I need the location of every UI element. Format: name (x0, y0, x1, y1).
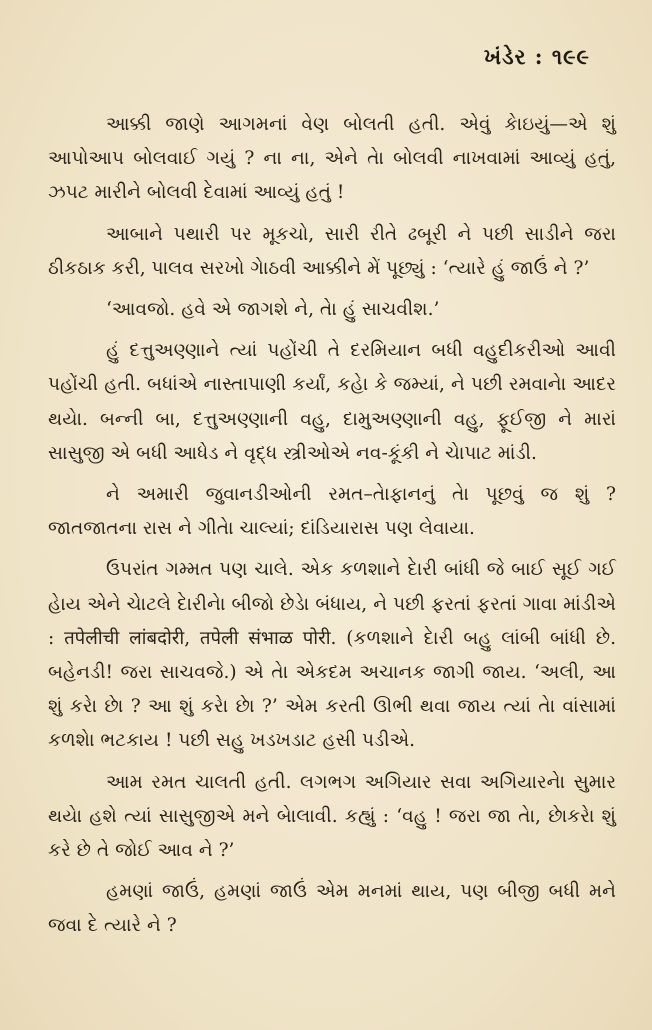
paragraph-7: આમ રમત ચાલતી હતી. લગભગ અગિયાર સવા અગિયારનેા સુમાર થયેા હશે ત્યાં સાસુજીએ મને બેાલાવી. કહ્યું : ‘વહુ ! જરા જા તેા, છેાકરેા શું કરે છે તે જોઈ આવ ને ?’ (48, 771, 616, 862)
page-body (48, 108, 616, 951)
paragraph-8: હમણાં જાઉં, હમણાં જાઉં એમ મનમાં થાય, પણ બીજી બધી મને જવા દે ત્યારે ને ? (48, 881, 616, 937)
paragraph-6: ઉપરાંત ગમ્મત પણ ચાલે. એક કળશાને દેારી બાંધી જે બાઈ સૂઈ ગઈ હેાય એને ચેાટલે દેારીનેા બીજો છેડેા બંધાય, ને પછી ફરતાં ફરતાં ગાવા માંડીએ : तपेलीची लांबदोरी, तपेली संभाळ पोरी. (કળશાને દેારી બહુ લાંબી બાંધી છે. બહેનડી! જરા સાચવજે.) એ તેા એકદમ અચાનક જાગી જાય. ‘અલી, આ શું કરેા છેા ? આ શું કરેા છેા ?’ એમ કરતી ઊભી થવા જાય ત્યાં તેા વાંસામાં કળશેા ભટકાય ! પછી સહુ ખડખડાટ હસી પડીએ. (48, 559, 616, 752)
running-head: ખંડેર : ૧૯૯ (483, 44, 590, 69)
paragraph-3: ‘આવજો. હવે એ જાગશે ને, તેા હું સાચવીશ.’ (106, 299, 440, 321)
paragraph-2: આબાને પથારી પર મૂકચો, સારી રીતે ઢબૂરી ને પછી સાડીને જરા ઠીકઠાક કરી, પાલવ સરખો ગેાઠવી આક્કીને મેં પૂછ્યું : ‘ત્યારે હું જાઉં ને ?’ (48, 223, 616, 279)
paragraph-4: હું દત્તુઅણ્ણાને ત્યાં પહોંચી તે દરમિયાન બધી વહુદીકરીઓ આવી પહોંચી હતી. બધાંએ નાસ્તાપાણી કર્યાં, કહેા કે જમ્યાં, ને પછી રમવાનેા આદર થયેા. બન્ની બા, દત્તુઅણ્ણાની વહુ, દામુઅણ્ણાની વહુ, ફૂઈજી ને મારાં સાસુજી એ બધી આધેડ ને વૃદ્ધ સ્ત્રીઓએ નવ-કૂંકી ને ચેાપાટ માંડી. (48, 340, 616, 464)
paragraph-5: ને અમારી જુવાનડીઓની રમત–તેાફાનનું તેા પૂછવું જ શું ? જાતજાતના રાસ ને ગીતેા ચાલ્યાં; દાંડિયારાસ પણ લેવાયા. (48, 484, 616, 540)
paragraph-1: આક્કી જાણે આગમનાં વેણ બોલતી હતી. એવું કેાઇયું—એ શું આપોઆપ બોલવાઈ ગયું ? ના ના, એને તેા બોલવી નાખવામાં આવ્યું હતું, ઝપટ મારીને બોલવી દેવામાં આવ્યું હતું ! (48, 114, 616, 204)
